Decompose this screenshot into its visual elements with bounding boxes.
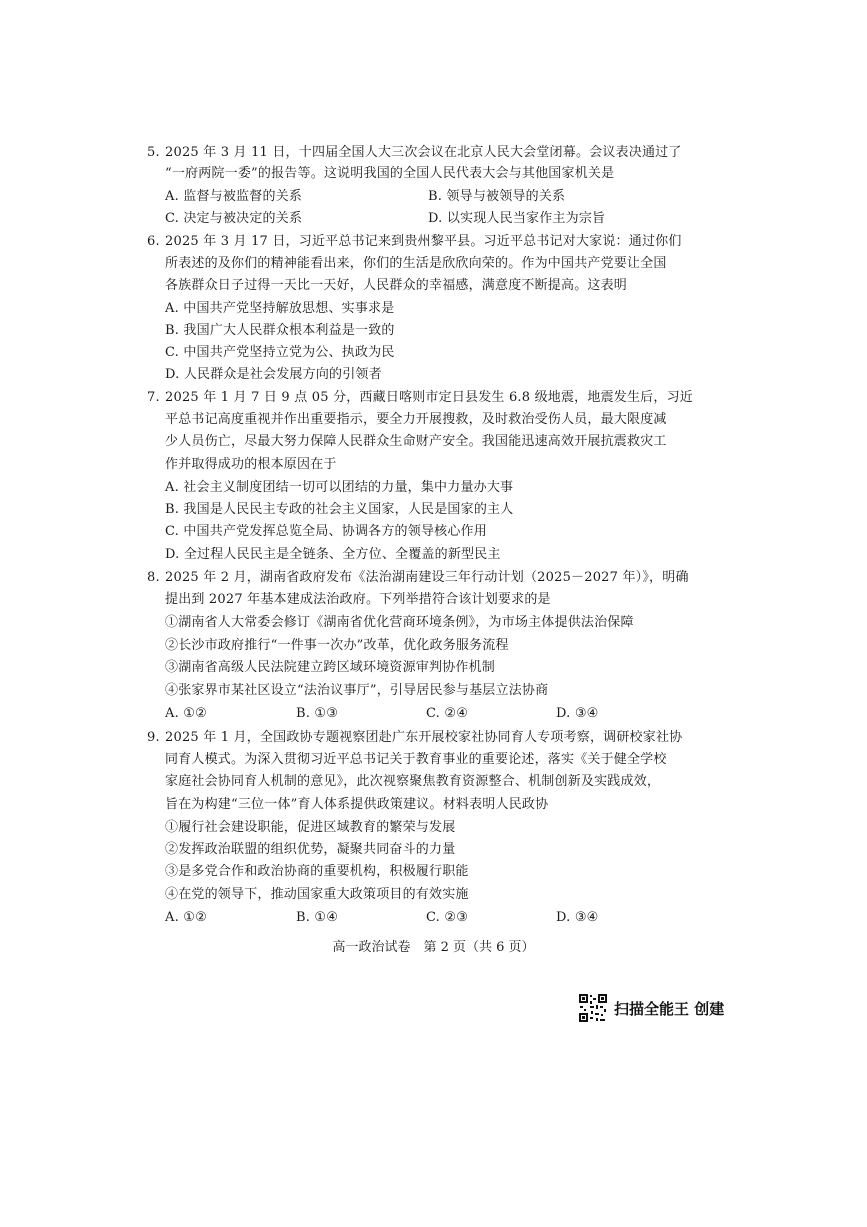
qr-code-icon	[578, 993, 608, 1023]
option-d: D. 人民群众是社会发展方向的引领者	[165, 367, 382, 382]
statement-2: ②发挥政治联盟的组织优势，凝聚共同奋斗的力量	[165, 842, 456, 857]
option-a: A. 监督与被监督的关系	[165, 189, 303, 204]
question-stem-line: 平总书记高度重视并作出重要指示，要全力开展搜救，及时救治受伤人员，最大限度减	[165, 412, 667, 427]
statement-4: ④张家界市某社区设立“法治议事厅”，引导居民参与基层立法协商	[165, 683, 549, 698]
option-d: D. ③④	[556, 706, 599, 721]
question-stem-line: 2025 年 3 月 17 日，习近平总书记来到贵州黎平县。习近平总书记对大家说：通过你们	[165, 234, 682, 249]
option-a: A. 中国共产党坚持解放思想、实事求是	[165, 301, 395, 316]
question-number: 6.	[147, 234, 160, 249]
option-c: C. ②③	[426, 910, 469, 925]
option-d: D. 以实现人民当家作主为宗旨	[428, 211, 606, 226]
question-stem-line: 少人员伤亡，尽最大努力保障人民群众生命财产安全。我国能迅速高效开展抗震救灾工	[165, 434, 667, 449]
page-footer: 高一政治试卷 第 2 页（共 6 页）	[332, 940, 535, 955]
option-c: C. ②④	[426, 706, 469, 721]
statement-1: ①湖南省人大常委会修订《湖南省优化营商环境条例》，为市场主体提供法治保障	[165, 615, 634, 630]
question-number: 5.	[147, 145, 160, 160]
question-stem-line: 提出到 2027 年基本建成法治政府。下列举措符合该计划要求的是	[165, 592, 551, 607]
statement-2: ②长沙市政府推行“一件事一次办”改革，优化政务服务流程	[165, 638, 509, 653]
option-c: C. 中国共产党发挥总览全局、协调各方的领导核心作用	[165, 524, 487, 539]
question-number: 9.	[147, 730, 160, 745]
question-number: 7.	[147, 390, 160, 405]
question-stem-line: 2025 年 1 月 7 日 9 点 05 分，西藏日喀则市定日县发生 6.8 级地震，地震发生后，习近	[165, 390, 693, 405]
option-b: B. 我国广大人民群众根本利益是一致的	[165, 323, 395, 338]
option-b: B. ①③	[296, 706, 339, 721]
question-stem-line: “一府两院一委”的报告等。这说明我国的全国人民代表大会与其他国家机关是	[165, 166, 615, 181]
question-stem-line: 各族群众日子过得一天比一天好，人民群众的幸福感，满意度不断提高。这表明	[165, 278, 628, 293]
question-number: 8.	[147, 570, 160, 585]
option-d: D. ③④	[556, 910, 599, 925]
question-stem-line: 2025 年 1 月，全国政协专题视察团赴广东开展校家社协同育人专项考察，调研校家社协	[165, 730, 683, 745]
question-stem-line: 2025 年 3 月 11 日，十四届全国人大三次会议在北京人民大会堂闭幕。会议表决通过了	[165, 145, 682, 160]
option-a: A. ①②	[165, 706, 207, 721]
statement-3: ③湖南省高级人民法院建立跨区域环境资源审判协作机制	[165, 660, 496, 675]
statement-4: ④在党的领导下，推动国家重大政策项目的有效实施	[165, 887, 469, 902]
statement-3: ③是多党合作和政治协商的重要机构，积极履行职能	[165, 864, 469, 879]
option-d: D. 全过程人民民主是全链条、全方位、全覆盖的新型民主	[165, 547, 501, 562]
question-stem-line: 作并取得成功的根本原因在于	[165, 457, 337, 472]
option-b: B. ①④	[296, 910, 339, 925]
question-stem-line: 所表述的及你们的精神能看出来，你们的生活是欣欣向荣的。作为中国共产党要让全国	[165, 256, 667, 271]
question-stem-line: 同育人模式。为深入贯彻习近平总书记关于教育事业的重要论述，落实《关于健全学校	[165, 752, 667, 767]
question-stem-line: 家庭社会协同育人机制的意见》，此次视察聚焦教育资源整合、机制创新及实践成效，	[165, 774, 661, 789]
statement-1: ①履行社会建设职能，促进区域教育的繁荣与发展	[165, 820, 456, 835]
scanner-watermark-text: 扫描全能王 创建	[614, 1000, 725, 1018]
option-b: B. 领导与被领导的关系	[428, 189, 566, 204]
option-a: A. 社会主义制度团结一切可以团结的力量，集中力量办大事	[165, 480, 514, 495]
option-b: B. 我国是人民民主专政的社会主义国家，人民是国家的主人	[165, 502, 514, 517]
question-stem-line: 旨在为构建“三位一体”育人体系提供政策建议。材料表明人民政协	[165, 797, 549, 812]
option-a: A. ①②	[165, 910, 207, 925]
question-stem-line: 2025 年 2 月，湖南省政府发布《法治湖南建设三年行动计划（2025－2027 年）》，明确	[165, 570, 689, 585]
option-c: C. 决定与被决定的关系	[165, 211, 303, 226]
option-c: C. 中国共产党坚持立党为公、执政为民	[165, 345, 395, 360]
